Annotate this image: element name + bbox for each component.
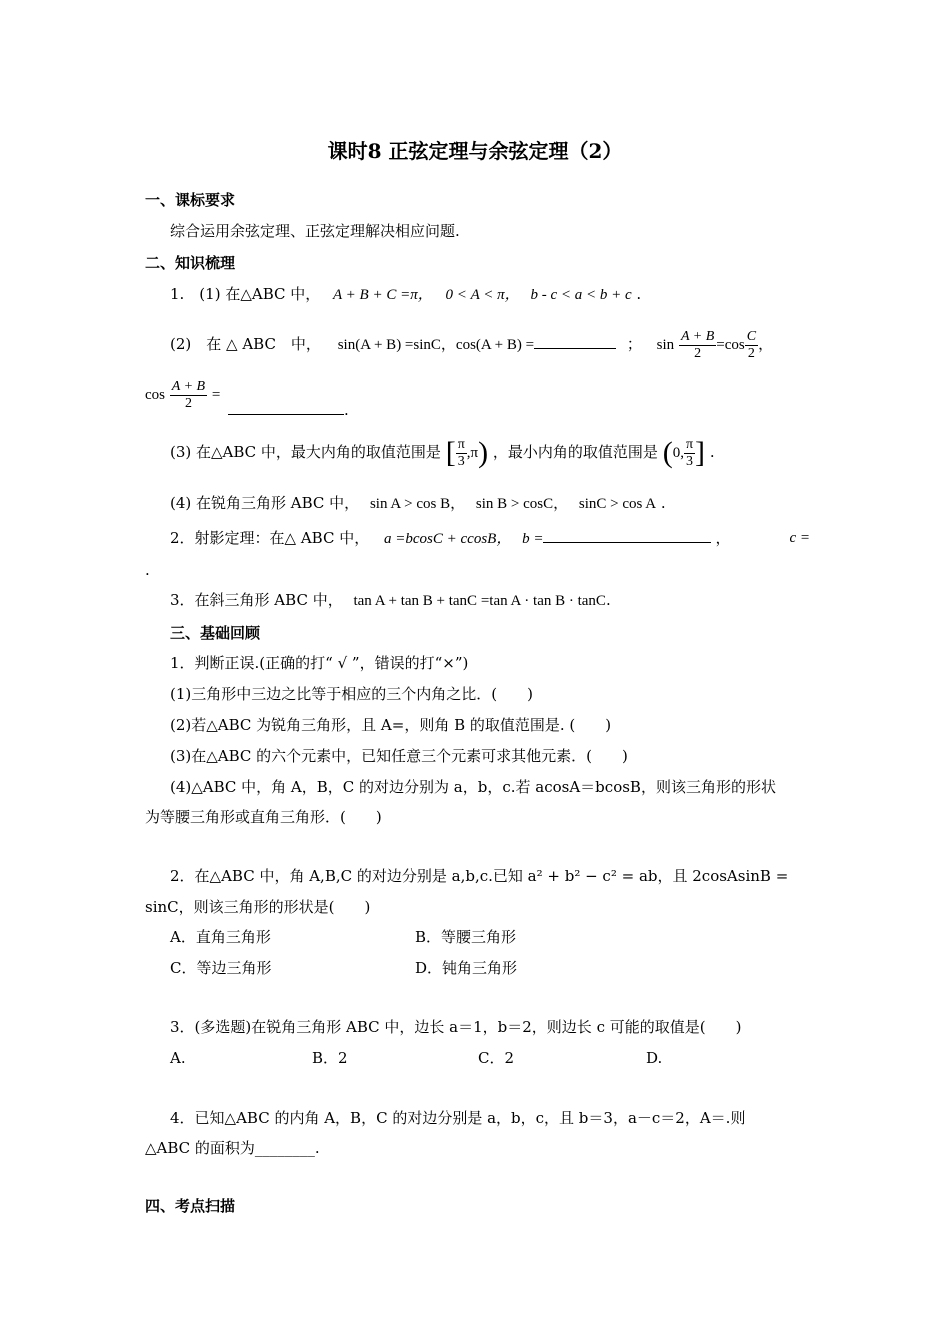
standard-requirement-text: 综合运用余弦定理、正弦定理解决相应问题. — [170, 222, 460, 240]
section-heading-2: 二、知识梳理 — [145, 254, 236, 272]
item-label: 2．射影定理：在△ ABC 中， — [170, 529, 370, 547]
knowledge-item-projection: 2．射影定理：在△ ABC 中， a =bcosC + ccosB， b = ， c = — [170, 529, 810, 547]
cos-symbol: =cos — [716, 337, 745, 353]
sin-symbol: sin — [656, 337, 675, 353]
right-bracket: ] — [695, 436, 706, 469]
formula-half-angle — [656, 328, 774, 361]
left-bracket: [ — [445, 436, 456, 469]
item-label: (2) 在 △ ABC 中， — [170, 335, 321, 353]
question-1-stem: 1．判断正误.(正确的打“ √ ”，错误的打“×”) — [170, 654, 469, 672]
separator: ， — [758, 335, 774, 353]
question-2-stem-cont: sinC，则该三角形的形状是( ) — [145, 898, 371, 916]
question-2-option-d[interactable]: D．钝角三角形 — [415, 959, 518, 977]
formula-projection-c: c = — [789, 530, 810, 546]
question-1-statement-4: (4)△ABC 中，角 A，B，C 的对边分别为 a，b，c.若 acosA＝bcosB，则该三角形的形状 — [170, 778, 776, 796]
formula-acute-3: sinC > cos A — [578, 496, 657, 512]
equals-sign: = — [211, 387, 221, 403]
formula-acute-1: sin A > cos B， — [369, 496, 466, 512]
knowledge-item-2-cont — [145, 372, 220, 416]
projection-end-dot: . — [145, 561, 150, 579]
cos-symbol: cos — [145, 387, 165, 403]
question-2-option-c[interactable]: C．等边三角形 — [170, 959, 272, 977]
answer-blank-cos-sum[interactable] — [534, 334, 616, 349]
section-heading-3: 三、基础回顾 — [170, 624, 261, 642]
left-paren: ( — [662, 436, 673, 469]
question-2-stem: 2．在△ABC 中，角 A,B,C 的对边分别是 a,b,c.已知 a² + b² − c² = ab，且 2cosAsinB = — [170, 867, 789, 885]
range-lower: 0, — [672, 445, 684, 461]
formula-angle-range: 0 < A < π， — [445, 287, 520, 303]
formula-acute-2: sin B > cosC， — [475, 496, 569, 512]
right-paren: ) — [478, 436, 489, 469]
separator: ； — [626, 335, 642, 353]
question-1-statement-4-cont: 为等腰三角形或直角三角形．( ) — [145, 808, 382, 826]
fraction-pi-over-3: $\frac{\pi}{3}$ — [457, 436, 465, 469]
question-1-statement-1: (1)三角形中三边之比等于相应的三个内角之比．( ) — [170, 685, 533, 703]
formula-sin-sum: sin(A + B) =sinC — [337, 337, 441, 353]
formula-angle-sum: A + B + C =π， — [333, 287, 433, 303]
range-upper: ,π — [466, 445, 479, 461]
formula-tan-identity: tan A + tan B + tanC =tan A · tan B · tanC — [353, 593, 606, 609]
answer-blank-cos-half-angle[interactable] — [228, 400, 344, 415]
question-4-stem: 4．已知△ABC 的内角 A，B，C 的对边分别是 a，b，c，且 b＝3，a－c＝2，A＝.则 — [170, 1109, 746, 1127]
knowledge-item-1 — [170, 284, 641, 305]
section-heading-1: 一、课标要求 — [145, 191, 236, 209]
formula-side-inequality: b - c < a < b + c — [530, 287, 632, 303]
fraction-a-plus-b-over-2: $\frac{A + B}{2}$ — [171, 378, 206, 411]
question-3-option-d[interactable]: D. — [646, 1049, 663, 1067]
answer-line-cos-half-angle: . — [228, 400, 349, 420]
question-1-statement-3: (3)在△ABC 的六个元素中，已知任意三个元素可求其他元素．( ) — [170, 747, 628, 765]
sentence-end: . — [636, 285, 642, 303]
question-3-stem: 3．(多选题)在锐角三角形 ABC 中，边长 a＝1，b＝2，则边长 c 可能的取值是( ) — [170, 1018, 742, 1036]
separator: ， — [440, 335, 456, 353]
formula-cos-sum: cos(A + B) = — [455, 337, 535, 353]
question-2-option-a[interactable]: A．直角三角形 — [170, 928, 271, 946]
knowledge-item-4: (4) 在锐角三角形 ABC 中， sin A > cos B， sin B > cosC， sinC > cos A . — [170, 494, 666, 512]
knowledge-item-3: (3) 在△ABC 中，最大内角的取值范围是 [ $\frac{\pi}{3}$ ,π) ，最小内角的取值范围是 (0, $\frac{\pi}{3}$ ] . — [170, 436, 715, 469]
knowledge-item-tan: 3．在斜三角形 ABC 中， tan A + tan B + tanC =tan A · tan B · tanC. — [170, 591, 611, 609]
formula-projection-b: b = — [522, 531, 544, 547]
question-2-option-b[interactable]: B．等腰三角形 — [415, 928, 517, 946]
item-text: ，最小内角的取值范围是 — [492, 443, 658, 461]
question-1-statement-2: (2)若△ABC 为锐角三角形，且 A=，则角 B 的取值范围是. ( ) — [170, 716, 612, 734]
question-3-option-c[interactable]: C．2 — [478, 1049, 515, 1067]
question-3-option-a[interactable]: A. — [170, 1049, 186, 1067]
question-4-stem-cont: △ABC 的面积为________. — [145, 1139, 320, 1157]
section-heading-4: 四、考点扫描 — [145, 1197, 236, 1215]
fraction-c-over-2: $\frac{C}{2}$ — [746, 328, 757, 361]
question-3-option-b[interactable]: B．2 — [312, 1049, 348, 1067]
formula-projection-a: a =bcosC + ccosB， — [384, 531, 512, 547]
fraction-pi-over-3: $\frac{\pi}{3}$ — [685, 436, 694, 469]
page-title: 课时8 正弦定理与余弦定理（2） — [327, 139, 623, 163]
item-label: 1. (1) 在△ABC 中， — [170, 285, 321, 303]
fraction-a-plus-b-over-2: $\frac{A + B}{2}$ — [680, 328, 715, 361]
knowledge-item-2 — [170, 318, 773, 370]
item-label: (4) 在锐角三角形 ABC 中， — [170, 494, 360, 512]
item-label: (3) 在△ABC 中，最大内角的取值范围是 — [170, 443, 441, 461]
answer-blank-projection-b[interactable] — [543, 528, 711, 543]
item-label: 3．在斜三角形 ABC 中， — [170, 591, 343, 609]
